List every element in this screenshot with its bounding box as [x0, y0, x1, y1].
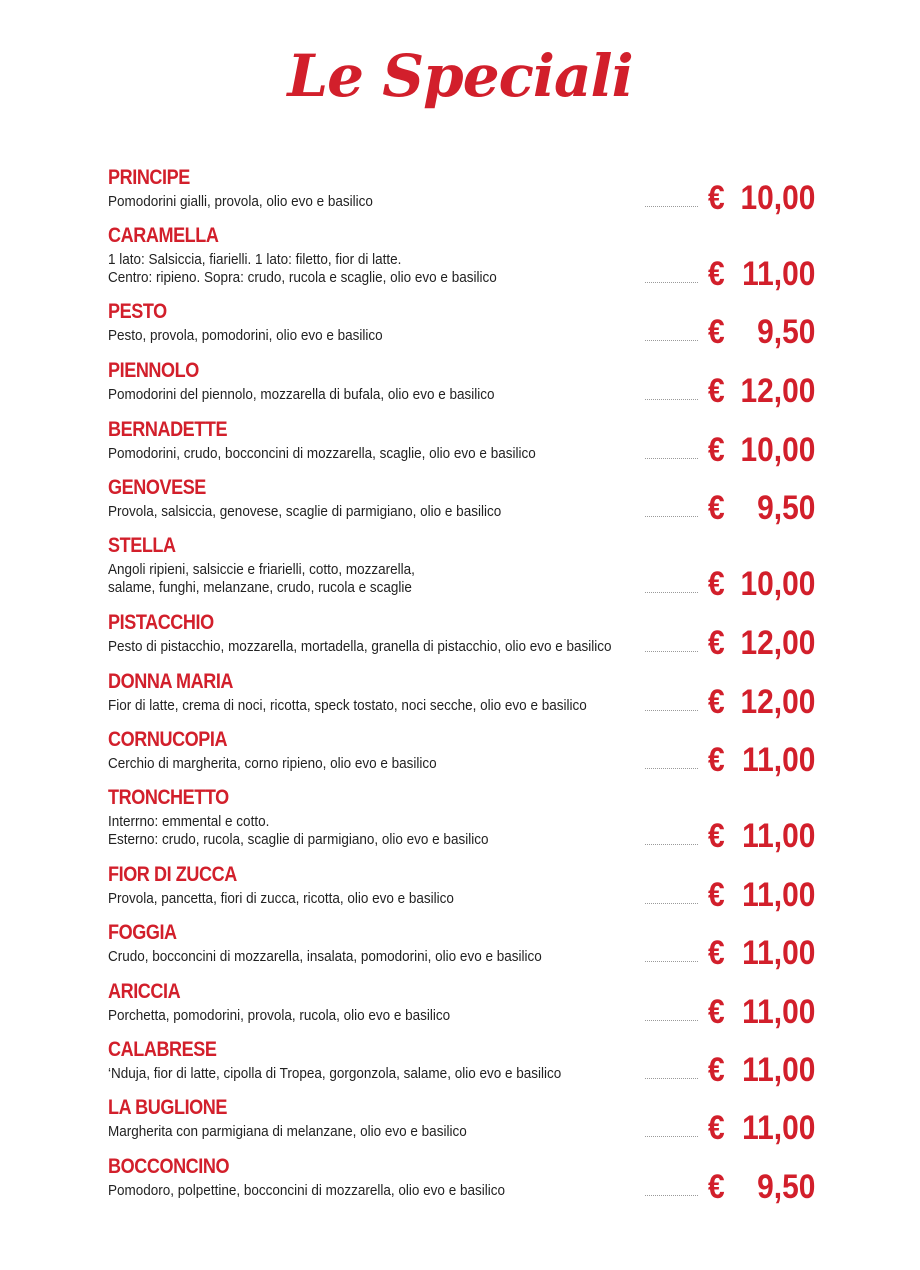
item-description [108, 327, 698, 345]
currency-symbol: € [708, 817, 725, 855]
description-line: Margherita con parmigiana di melanzane, olio evo e basilico [108, 1123, 467, 1140]
currency-symbol: € [708, 489, 725, 527]
price-amount: 9,50 [757, 489, 816, 527]
price-amount: 11,00 [742, 741, 816, 779]
price-amount: 11,00 [742, 993, 816, 1031]
page-title: Le Speciali [287, 42, 633, 110]
item-name: PISTACCHIO [108, 611, 214, 634]
item-description [108, 386, 698, 404]
item-description [108, 1007, 698, 1025]
description-line: Interrno: emmental e cotto. [108, 813, 270, 830]
menu-item [108, 534, 818, 603]
description-line: Pomodoro, polpettine, bocconcini di mozzarella, olio evo e basilico [108, 1182, 505, 1199]
currency-symbol: € [708, 741, 725, 779]
menu-item [108, 476, 818, 527]
menu-item [108, 980, 818, 1031]
description-line: Pomodorini gialli, provola, olio evo e basilico [108, 193, 373, 210]
description-line: Pomodorini, crudo, bocconcini di mozzarella, scaglie, olio evo e basilico [108, 445, 536, 462]
description-line: Crudo, bocconcini di mozzarella, insalata, pomodorini, olio evo e basilico [108, 948, 542, 965]
dotted-leader [645, 903, 698, 904]
item-name: FOGGIA [108, 921, 177, 944]
menu-item [108, 1096, 818, 1147]
item-name: PRINCIPE [108, 166, 190, 189]
item-name: PESTO [108, 300, 167, 323]
menu-item [108, 1155, 818, 1206]
menu-item [108, 300, 818, 351]
currency-symbol: € [708, 1109, 725, 1147]
dotted-leader [645, 516, 698, 517]
dotted-leader [645, 651, 698, 652]
currency-symbol: € [708, 372, 725, 410]
item-description [108, 1065, 698, 1083]
price-amount: 11,00 [742, 876, 816, 914]
description-line: Angoli ripieni, salsiccie e friarielli, cotto, mozzarella, [108, 561, 415, 578]
description-line: Porchetta, pomodorini, provola, rucola, olio evo e basilico [108, 1007, 451, 1024]
item-price [708, 564, 816, 604]
dotted-leader [645, 206, 698, 207]
item-description [108, 503, 698, 521]
item-description [108, 697, 698, 715]
menu-item [108, 921, 818, 972]
currency-symbol: € [708, 624, 725, 662]
currency-symbol: € [708, 876, 725, 914]
item-price [708, 682, 816, 722]
item-price [708, 1167, 816, 1207]
item-price [708, 371, 816, 411]
menu-item [108, 728, 818, 779]
currency-symbol: € [708, 993, 725, 1031]
item-name: CORNUCOPIA [108, 728, 228, 751]
price-amount: 10,00 [740, 431, 816, 469]
description-line: Pesto di pistacchio, mozzarella, mortadella, granella di pistacchio, olio evo e basilico [108, 638, 612, 655]
currency-symbol: € [708, 565, 725, 603]
description-line: Provola, salsiccia, genovese, scaglie di parmigiano, olio e basilico [108, 503, 502, 520]
price-amount: 11,00 [742, 1109, 816, 1147]
dotted-leader [645, 399, 698, 400]
currency-symbol: € [708, 934, 725, 972]
price-amount: 12,00 [740, 683, 816, 721]
item-description [108, 948, 698, 966]
item-description [108, 251, 698, 287]
menu-item [108, 1038, 818, 1089]
item-price [708, 488, 816, 528]
item-description [108, 1123, 698, 1141]
description-line: Provola, pancetta, fiori di zucca, ricotta, olio evo e basilico [108, 890, 454, 907]
dotted-leader [645, 282, 698, 283]
dotted-leader [645, 1195, 698, 1196]
menu-item [108, 418, 818, 469]
item-description [108, 193, 698, 211]
item-name: CALABRESE [108, 1038, 217, 1061]
description-line: Pomodorini del piennolo, mozzarella di bufala, olio evo e basilico [108, 386, 495, 403]
item-name: ARICCIA [108, 980, 181, 1003]
item-description [108, 561, 698, 597]
description-line: Esterno: crudo, rucola, scaglie di parmigiano, olio evo e basilico [108, 831, 489, 848]
price-amount: 11,00 [742, 255, 816, 293]
currency-symbol: € [708, 683, 725, 721]
dotted-leader [645, 1020, 698, 1021]
description-line: Fior di latte, crema di noci, ricotta, speck tostato, noci secche, olio evo e basilico [108, 697, 587, 714]
item-name: BOCCONCINO [108, 1155, 230, 1178]
description-line: ‘Nduja, fior di latte, cipolla di Tropea, gorgonzola, salame, olio evo e basilico [108, 1065, 562, 1082]
menu-item [108, 611, 818, 662]
item-price [708, 992, 816, 1032]
currency-symbol: € [708, 255, 725, 293]
item-price [708, 623, 816, 663]
price-amount: 10,00 [740, 179, 816, 217]
dotted-leader [645, 458, 698, 459]
item-price [708, 740, 816, 780]
price-amount: 12,00 [740, 372, 816, 410]
item-description [108, 813, 698, 849]
dotted-leader [645, 844, 698, 845]
item-price [708, 430, 816, 470]
description-line: Pesto, provola, pomodorini, olio evo e basilico [108, 327, 383, 344]
item-description [108, 890, 698, 908]
item-name: CARAMELLA [108, 224, 219, 247]
dotted-leader [645, 1078, 698, 1079]
item-name: BERNADETTE [108, 418, 228, 441]
item-price [708, 312, 816, 352]
menu-item [108, 670, 818, 721]
menu-item [108, 359, 818, 410]
item-name: GENOVESE [108, 476, 206, 499]
item-name: FIOR DI ZUCCA [108, 863, 237, 886]
menu-item [108, 863, 818, 914]
currency-symbol: € [708, 179, 725, 217]
currency-symbol: € [708, 313, 725, 351]
menu-item [108, 166, 818, 217]
dotted-leader [645, 961, 698, 962]
price-amount: 11,00 [742, 934, 816, 972]
item-description [108, 755, 698, 773]
price-amount: 11,00 [742, 817, 816, 855]
dotted-leader [645, 768, 698, 769]
item-price [708, 816, 816, 856]
price-amount: 9,50 [757, 1168, 816, 1206]
item-price [708, 1050, 816, 1090]
menu-item [108, 786, 818, 855]
item-name: STELLA [108, 534, 176, 557]
item-price [708, 875, 816, 915]
item-name: TRONCHETTO [108, 786, 229, 809]
price-amount: 12,00 [740, 624, 816, 662]
description-line: Centro: ripieno. Sopra: crudo, rucola e scaglie, olio evo e basilico [108, 269, 497, 286]
item-price [708, 254, 816, 294]
description-line: 1 lato: Salsiccia, fiarielli. 1 lato: filetto, fior di latte. [108, 251, 402, 268]
price-amount: 9,50 [757, 313, 816, 351]
dotted-leader [645, 1136, 698, 1137]
item-name: LA BUGLIONE [108, 1096, 228, 1119]
item-price [708, 178, 816, 218]
currency-symbol: € [708, 1168, 725, 1206]
currency-symbol: € [708, 431, 725, 469]
price-amount: 10,00 [740, 565, 816, 603]
item-name: PIENNOLO [108, 359, 199, 382]
dotted-leader [645, 592, 698, 593]
item-description [108, 1182, 698, 1200]
dotted-leader [645, 710, 698, 711]
item-price [708, 1108, 816, 1148]
menu-item [108, 224, 818, 293]
item-name: DONNA MARIA [108, 670, 234, 693]
price-amount: 11,00 [742, 1051, 816, 1089]
item-description [108, 638, 698, 656]
item-description [108, 445, 698, 463]
description-line: Cerchio di margherita, corno ripieno, olio evo e basilico [108, 755, 437, 772]
currency-symbol: € [708, 1051, 725, 1089]
dotted-leader [645, 340, 698, 341]
description-line: salame, funghi, melanzane, crudo, rucola e scaglie [108, 579, 412, 596]
item-price [708, 933, 816, 973]
